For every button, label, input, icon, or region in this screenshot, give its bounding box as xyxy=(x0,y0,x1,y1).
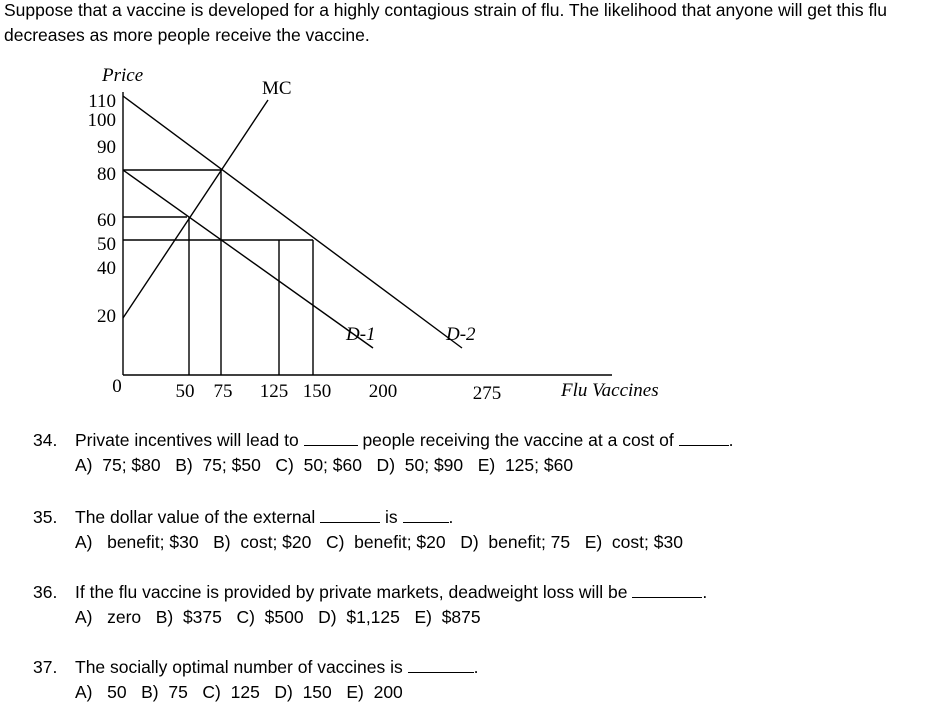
y-tick-label: 40 xyxy=(97,258,116,279)
y-tick-label: 90 xyxy=(97,137,116,158)
intro-line-1: Suppose that a vaccine is developed for a highly contagious strain of flu. The likelihood that anyone will get this flu xyxy=(4,0,887,20)
x-tick-label: 150 xyxy=(302,381,332,402)
x-tick-label: 200 xyxy=(368,381,398,402)
d1-label: D-1 xyxy=(346,324,376,345)
question-text: is xyxy=(380,507,403,527)
y-tick-label: 100 xyxy=(87,110,116,131)
question-number: 37. xyxy=(33,657,58,677)
x-tick-label: 75 xyxy=(213,381,233,402)
answer-blank[interactable] xyxy=(679,430,729,446)
question-text: . xyxy=(728,430,734,450)
y-tick-label: 20 xyxy=(97,306,116,327)
y-tick-label: 60 xyxy=(97,210,116,231)
x-axis-title: Flu Vaccines xyxy=(561,380,659,401)
question-number: 35. xyxy=(33,507,58,527)
question-number: 36. xyxy=(33,582,58,602)
demand-curve-d1 xyxy=(123,170,373,348)
y-tick-label: 110 xyxy=(88,91,116,112)
question-text: The socially optimal number of vaccines is xyxy=(75,657,408,677)
answer-choices: A) zero B) $375 C) $500 D) $1,125 E) $875 xyxy=(75,607,481,627)
question-text: . xyxy=(702,582,708,602)
question-text: Private incentives will lead to xyxy=(75,430,304,450)
y-tick-label: 50 xyxy=(97,234,116,255)
x-tick-label: 50 xyxy=(175,381,195,402)
question-35 xyxy=(33,505,683,555)
d2-label: D-2 xyxy=(446,324,476,345)
y-axis-title: Price xyxy=(102,65,144,86)
mc-label: MC xyxy=(262,78,292,99)
question-text: . xyxy=(473,657,479,677)
answer-blank[interactable] xyxy=(403,507,449,523)
answer-blank[interactable] xyxy=(408,657,474,673)
question-text: The dollar value of the external xyxy=(75,507,321,527)
answer-choices: A) 50 B) 75 C) 125 D) 150 E) 200 xyxy=(75,682,403,702)
question-37 xyxy=(33,655,479,705)
answer-choices: A) 75; $80 B) 75; $50 C) 50; $60 D) 50; $90 E) 125; $60 xyxy=(75,455,574,475)
answer-blank[interactable] xyxy=(632,582,702,598)
question-34 xyxy=(33,428,733,478)
intro-line-2: decreases as more people receive the vaccine. xyxy=(4,25,370,45)
question-text: . xyxy=(448,507,454,527)
answer-blank[interactable] xyxy=(304,430,358,446)
answer-choices: A) benefit; $30 B) cost; $20 C) benefit; $20 D) benefit; 75 E) cost; $30 xyxy=(75,532,683,552)
question-text: people receiving the vaccine at a cost of xyxy=(357,430,679,450)
y-tick-label: 80 xyxy=(97,164,116,185)
question-36 xyxy=(33,580,707,630)
mc-curve xyxy=(123,100,268,318)
x-tick-label: 275 xyxy=(472,383,502,404)
question-text: If the flu vaccine is provided by private markets, deadweight loss will be xyxy=(75,582,633,602)
demand-curve-d2 xyxy=(123,96,462,348)
x-tick-label: 125 xyxy=(259,381,289,402)
x-tick-label: 0 xyxy=(112,376,122,397)
answer-blank[interactable] xyxy=(320,507,380,523)
question-number: 34. xyxy=(33,430,58,450)
